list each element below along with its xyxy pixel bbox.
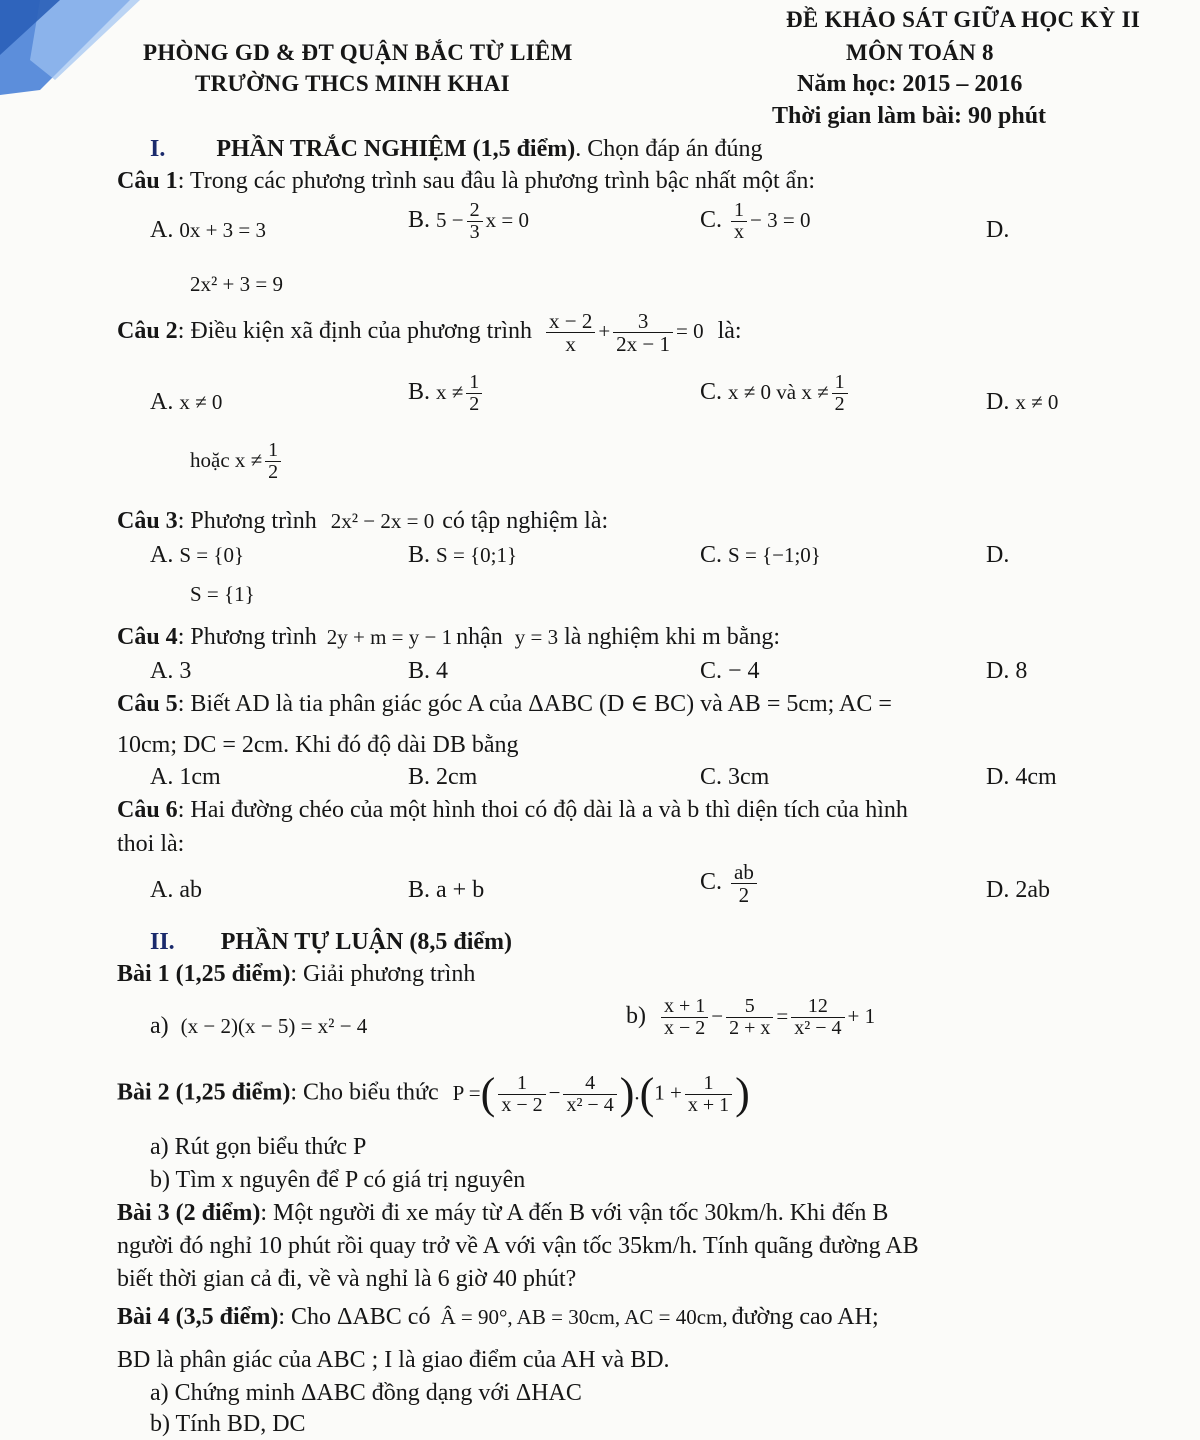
q1-option-c: C. $\frac{1}{x}$ − 3 = 0	[700, 199, 811, 243]
question-6-line2: thoi là:	[117, 831, 185, 857]
bai-4: Bài 4 (3,5 điểm): Cho ΔABC có Â = 90°, AB = 30cm, AC = 40cm, đường cao AH;	[117, 1304, 879, 1330]
q5-option-a: A. 1cm	[150, 764, 221, 790]
exam-duration: Thời gian làm bài: 90 phút	[772, 103, 1047, 129]
bai-4-part-a: a) Chứng minh ΔABC đồng dạng với ΔHAC	[150, 1380, 582, 1406]
question-5: Câu 5: Biết AD là tia phân giác góc A của ΔABC (D ∈ BC) và AB = 5cm; AC =	[117, 691, 892, 717]
bai-2-part-b: b) Tìm x nguyên để P có giá trị nguyên	[150, 1167, 526, 1193]
question-3: Câu 3: Phương trình 2x² − 2x = 0 có tập nghiệm là:	[117, 508, 609, 534]
bai-3-line3: biết thời gian cả đi, về và nghỉ là 6 giờ 40 phút?	[117, 1266, 577, 1292]
q5-option-c: C. 3cm	[700, 764, 770, 790]
section-1-heading: I. PHẦN TRẮC NGHIỆM (1,5 điểm). Chọn đáp án đúng	[150, 136, 763, 162]
q4-option-d: D. 8	[986, 658, 1028, 684]
question-1: Câu 1: Trong các phương trình sau đâu là phương trình bậc nhất một ẩn:	[117, 168, 815, 194]
q3-option-c: C. S = {−1;0}	[700, 542, 821, 568]
bai-4-line2: BD là phân giác của ABC ; I là giao điểm của AH và BD.	[117, 1347, 670, 1373]
q3-option-d-label: D.	[986, 542, 1010, 568]
q3-option-b: B. S = {0;1}	[408, 542, 518, 568]
q1-option-d-label: D.	[986, 217, 1010, 243]
q1-option-a: A. 0x + 3 = 3	[150, 217, 267, 243]
q6-option-a: A. ab	[150, 877, 202, 903]
q2-option-d-cont: hoặc x ≠ $\frac{1}{2}$	[190, 440, 284, 483]
school-name: TRƯỜNG THCS MINH KHAI	[195, 71, 510, 96]
bai-1: Bài 1 (1,25 điểm): Giải phương trình	[117, 961, 476, 987]
q1-option-b: B. 5 − $\frac{2}{3}$ x = 0	[408, 199, 529, 243]
question-5-line2: 10cm; DC = 2cm. Khi đó độ dài DB bằng	[117, 732, 519, 758]
question-4: Câu 4: Phương trình 2y + m = y − 1 nhận y = 3 là nghiệm khi m bằng:	[117, 624, 781, 650]
department-name: PHÒNG GD & ĐT QUẬN BẮC TỪ LIÊM	[143, 40, 573, 65]
q4-option-a: A. 3	[150, 658, 192, 684]
question-6: Câu 6: Hai đường chéo của một hình thoi có độ dài là a và b thì diện tích của hình	[117, 797, 908, 823]
bai-4-part-b: b) Tính BD, DC	[150, 1411, 306, 1437]
section-2-heading: II. PHẦN TỰ LUẬN (8,5 điểm)	[150, 929, 513, 955]
q6-option-d: D. 2ab	[986, 877, 1050, 903]
q2-option-b: B. x ≠ $\frac{1}{2}$	[408, 372, 485, 415]
q3-option-d: S = {1}	[190, 582, 255, 606]
corner-decoration	[0, 0, 200, 140]
school-year: Năm học: 2015 – 2016	[797, 71, 1023, 97]
q4-option-b: B. 4	[408, 658, 449, 684]
bai-3-line2: người đó nghỉ 10 phút rồi quay trở về A với vận tốc 35km/h. Tính quãng đường AB	[117, 1233, 919, 1259]
q2-option-d: D. x ≠ 0	[986, 389, 1059, 415]
bai-2: Bài 2 (1,25 điểm): Cho biểu thức P =( $\frac{1}{x - 2}$ − $\frac{4}{\text{x² − 4}}$ ).(1 + $\frac{1}{x + 1}$ )	[117, 1069, 750, 1118]
bai-1-part-a: a) (x − 2)(x − 5) = x² − 4	[150, 1013, 368, 1039]
q3-option-a: A. S = {0}	[150, 542, 245, 568]
bai-1-part-b: b) $\frac{x + 1}{x - 2}$ − $\frac{5}{2 + x}$ = $\frac{12}{\text{x² − 4}}$ + 1	[626, 995, 876, 1039]
q2-option-a: A. x ≠ 0	[150, 389, 223, 415]
q5-option-d: D. 4cm	[986, 764, 1057, 790]
q2-option-c: C. x ≠ 0 và x ≠ $\frac{1}{2}$	[700, 372, 851, 415]
exam-title: ĐỀ KHẢO SÁT GIỮA HỌC KỲ II	[786, 7, 1141, 32]
subject-name: MÔN TOÁN 8	[846, 40, 994, 65]
q4-option-c: C. − 4	[700, 658, 760, 684]
question-2: Câu 2: Điều kiện xã định của phương trình $\frac{x - 2}{x}$ + $\frac{3}{2x - 1}$ = 0 là:	[117, 309, 742, 357]
q1-option-d: 2x² + 3 = 9	[190, 272, 283, 296]
bai-3: Bài 3 (2 điểm): Một người đi xe máy từ A đến B với vận tốc 30km/h. Khi đến B	[117, 1200, 889, 1226]
q6-option-c: C. $\frac{ab}{2}$	[700, 861, 760, 906]
bai-2-part-a: a) Rút gọn biểu thức P	[150, 1134, 367, 1160]
q6-option-b: B. a + b	[408, 877, 485, 903]
q5-option-b: B. 2cm	[408, 764, 478, 790]
